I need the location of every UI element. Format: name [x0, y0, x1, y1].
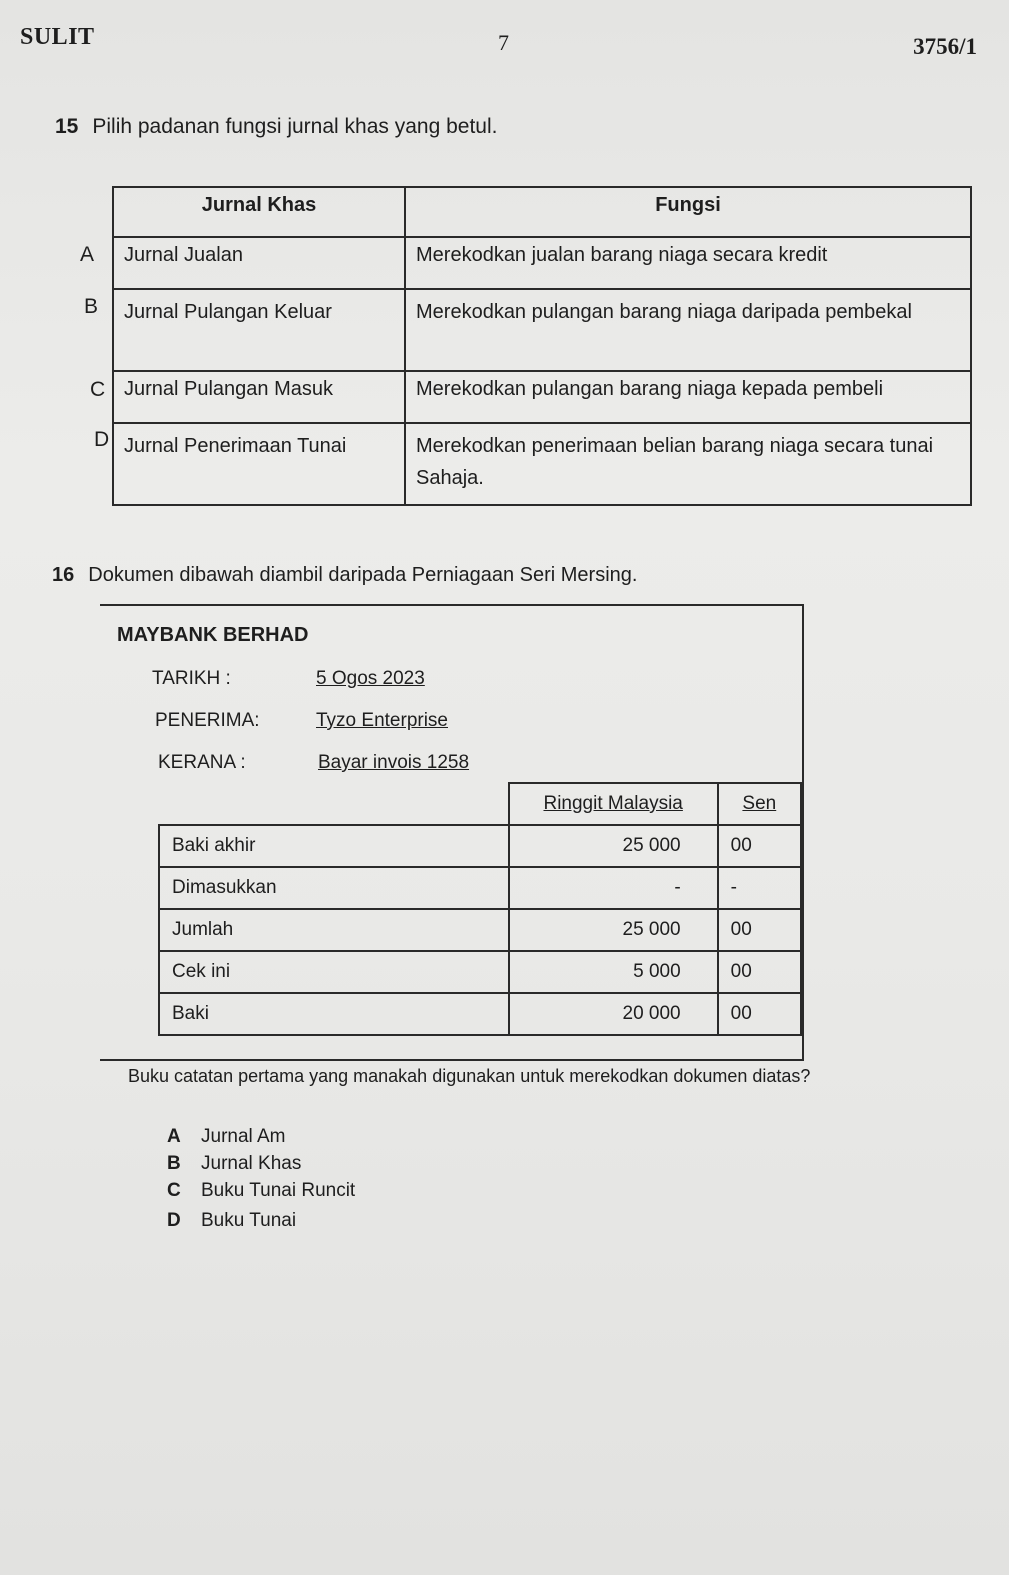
table-row	[113, 371, 971, 423]
option-letter: C	[167, 1180, 181, 1201]
ringgit-cell: -	[509, 867, 718, 909]
field-value-date: 5 Ogos 2023	[316, 668, 425, 689]
page-number: 7	[498, 30, 509, 55]
question-text: Pilih padanan fungsi jurnal khas yang betul.	[92, 115, 498, 138]
field-label-reason: KERANA :	[158, 752, 246, 773]
ringgit-cell: 25 000	[509, 825, 718, 867]
column-header-sen: Sen	[718, 783, 801, 825]
question-16	[52, 564, 637, 587]
table-row	[159, 867, 801, 909]
question-prompt: Buku catatan pertama yang manakah digunakan untuk merekodkan dokumen diatas?	[128, 1066, 811, 1086]
journal-function-table	[112, 186, 972, 506]
table-header-row	[159, 783, 801, 825]
table-header-row	[113, 187, 971, 237]
sen-cell: 00	[718, 825, 801, 867]
row-label: Baki	[159, 993, 509, 1035]
header-sulit: SULIT	[20, 24, 95, 50]
option-letter: B	[167, 1153, 181, 1174]
table-row	[113, 289, 971, 371]
journal-cell: Jurnal Pulangan Masuk	[113, 371, 405, 423]
blank-header-cell	[159, 783, 509, 825]
journal-cell: Jurnal Jualan	[113, 237, 405, 289]
option-text: Jurnal Am	[201, 1126, 286, 1147]
ringgit-cell: 20 000	[509, 993, 718, 1035]
journal-cell: Jurnal Pulangan Keluar	[113, 289, 405, 371]
field-label-date: TARIKH :	[152, 668, 231, 689]
row-label-b: B	[84, 295, 99, 318]
ringgit-cell: 5 000	[509, 951, 718, 993]
sen-cell: -	[718, 867, 801, 909]
table-row	[113, 237, 971, 289]
function-cell: Merekodkan jualan barang niaga secara kredit	[405, 237, 971, 289]
row-label-c: C	[90, 378, 106, 401]
field-label-payee: PENERIMA:	[155, 710, 260, 731]
table-row	[159, 909, 801, 951]
sen-cell: 00	[718, 993, 801, 1035]
option-text: Buku Tunai Runcit	[201, 1180, 356, 1201]
option-text: Jurnal Khas	[201, 1153, 302, 1174]
table-row	[159, 951, 801, 993]
bank-name: MAYBANK BERHAD	[117, 624, 309, 646]
paper-code: 3756/1	[913, 34, 977, 59]
sen-cell: 00	[718, 951, 801, 993]
question-number: 15	[55, 115, 79, 138]
option-b[interactable]	[167, 1153, 301, 1175]
row-label: Cek ini	[159, 951, 509, 993]
row-label: Baki akhir	[159, 825, 509, 867]
question-15	[55, 115, 497, 139]
ringgit-cell: 25 000	[509, 909, 718, 951]
field-value-reason: Bayar invois 1258	[318, 752, 470, 773]
row-label: Jumlah	[159, 909, 509, 951]
row-label-a: A	[80, 243, 95, 266]
row-label-d: D	[94, 428, 110, 451]
question-text: Dokumen dibawah diambil daripada Perniagaan Seri Mersing.	[88, 564, 638, 586]
column-header-journal: Jurnal Khas	[113, 187, 405, 237]
table-row	[113, 423, 971, 505]
bank-document	[100, 604, 804, 1061]
question-number: 16	[52, 564, 75, 586]
journal-cell: Jurnal Penerimaan Tunai	[113, 423, 405, 505]
sen-cell: 00	[718, 909, 801, 951]
row-label: Dimasukkan	[159, 867, 509, 909]
table-row	[159, 993, 801, 1035]
option-text: Buku Tunai	[201, 1210, 297, 1231]
option-c[interactable]	[167, 1180, 355, 1202]
column-header-ringgit: Ringgit Malaysia	[509, 783, 718, 825]
balance-table	[158, 782, 802, 1036]
column-header-function: Fungsi	[405, 187, 971, 237]
function-cell: Merekodkan pulangan barang niaga daripada pembekal	[405, 289, 971, 371]
option-letter: D	[167, 1210, 181, 1231]
option-d[interactable]	[167, 1210, 296, 1232]
table-row	[159, 825, 801, 867]
field-value-payee: Tyzo Enterprise	[316, 710, 448, 731]
option-a[interactable]	[167, 1126, 285, 1148]
option-letter: A	[167, 1126, 181, 1147]
function-cell: Merekodkan pulangan barang niaga kepada pembeli	[405, 371, 971, 423]
function-cell: Merekodkan penerimaan belian barang niaga secara tunai Sahaja.	[405, 423, 971, 505]
